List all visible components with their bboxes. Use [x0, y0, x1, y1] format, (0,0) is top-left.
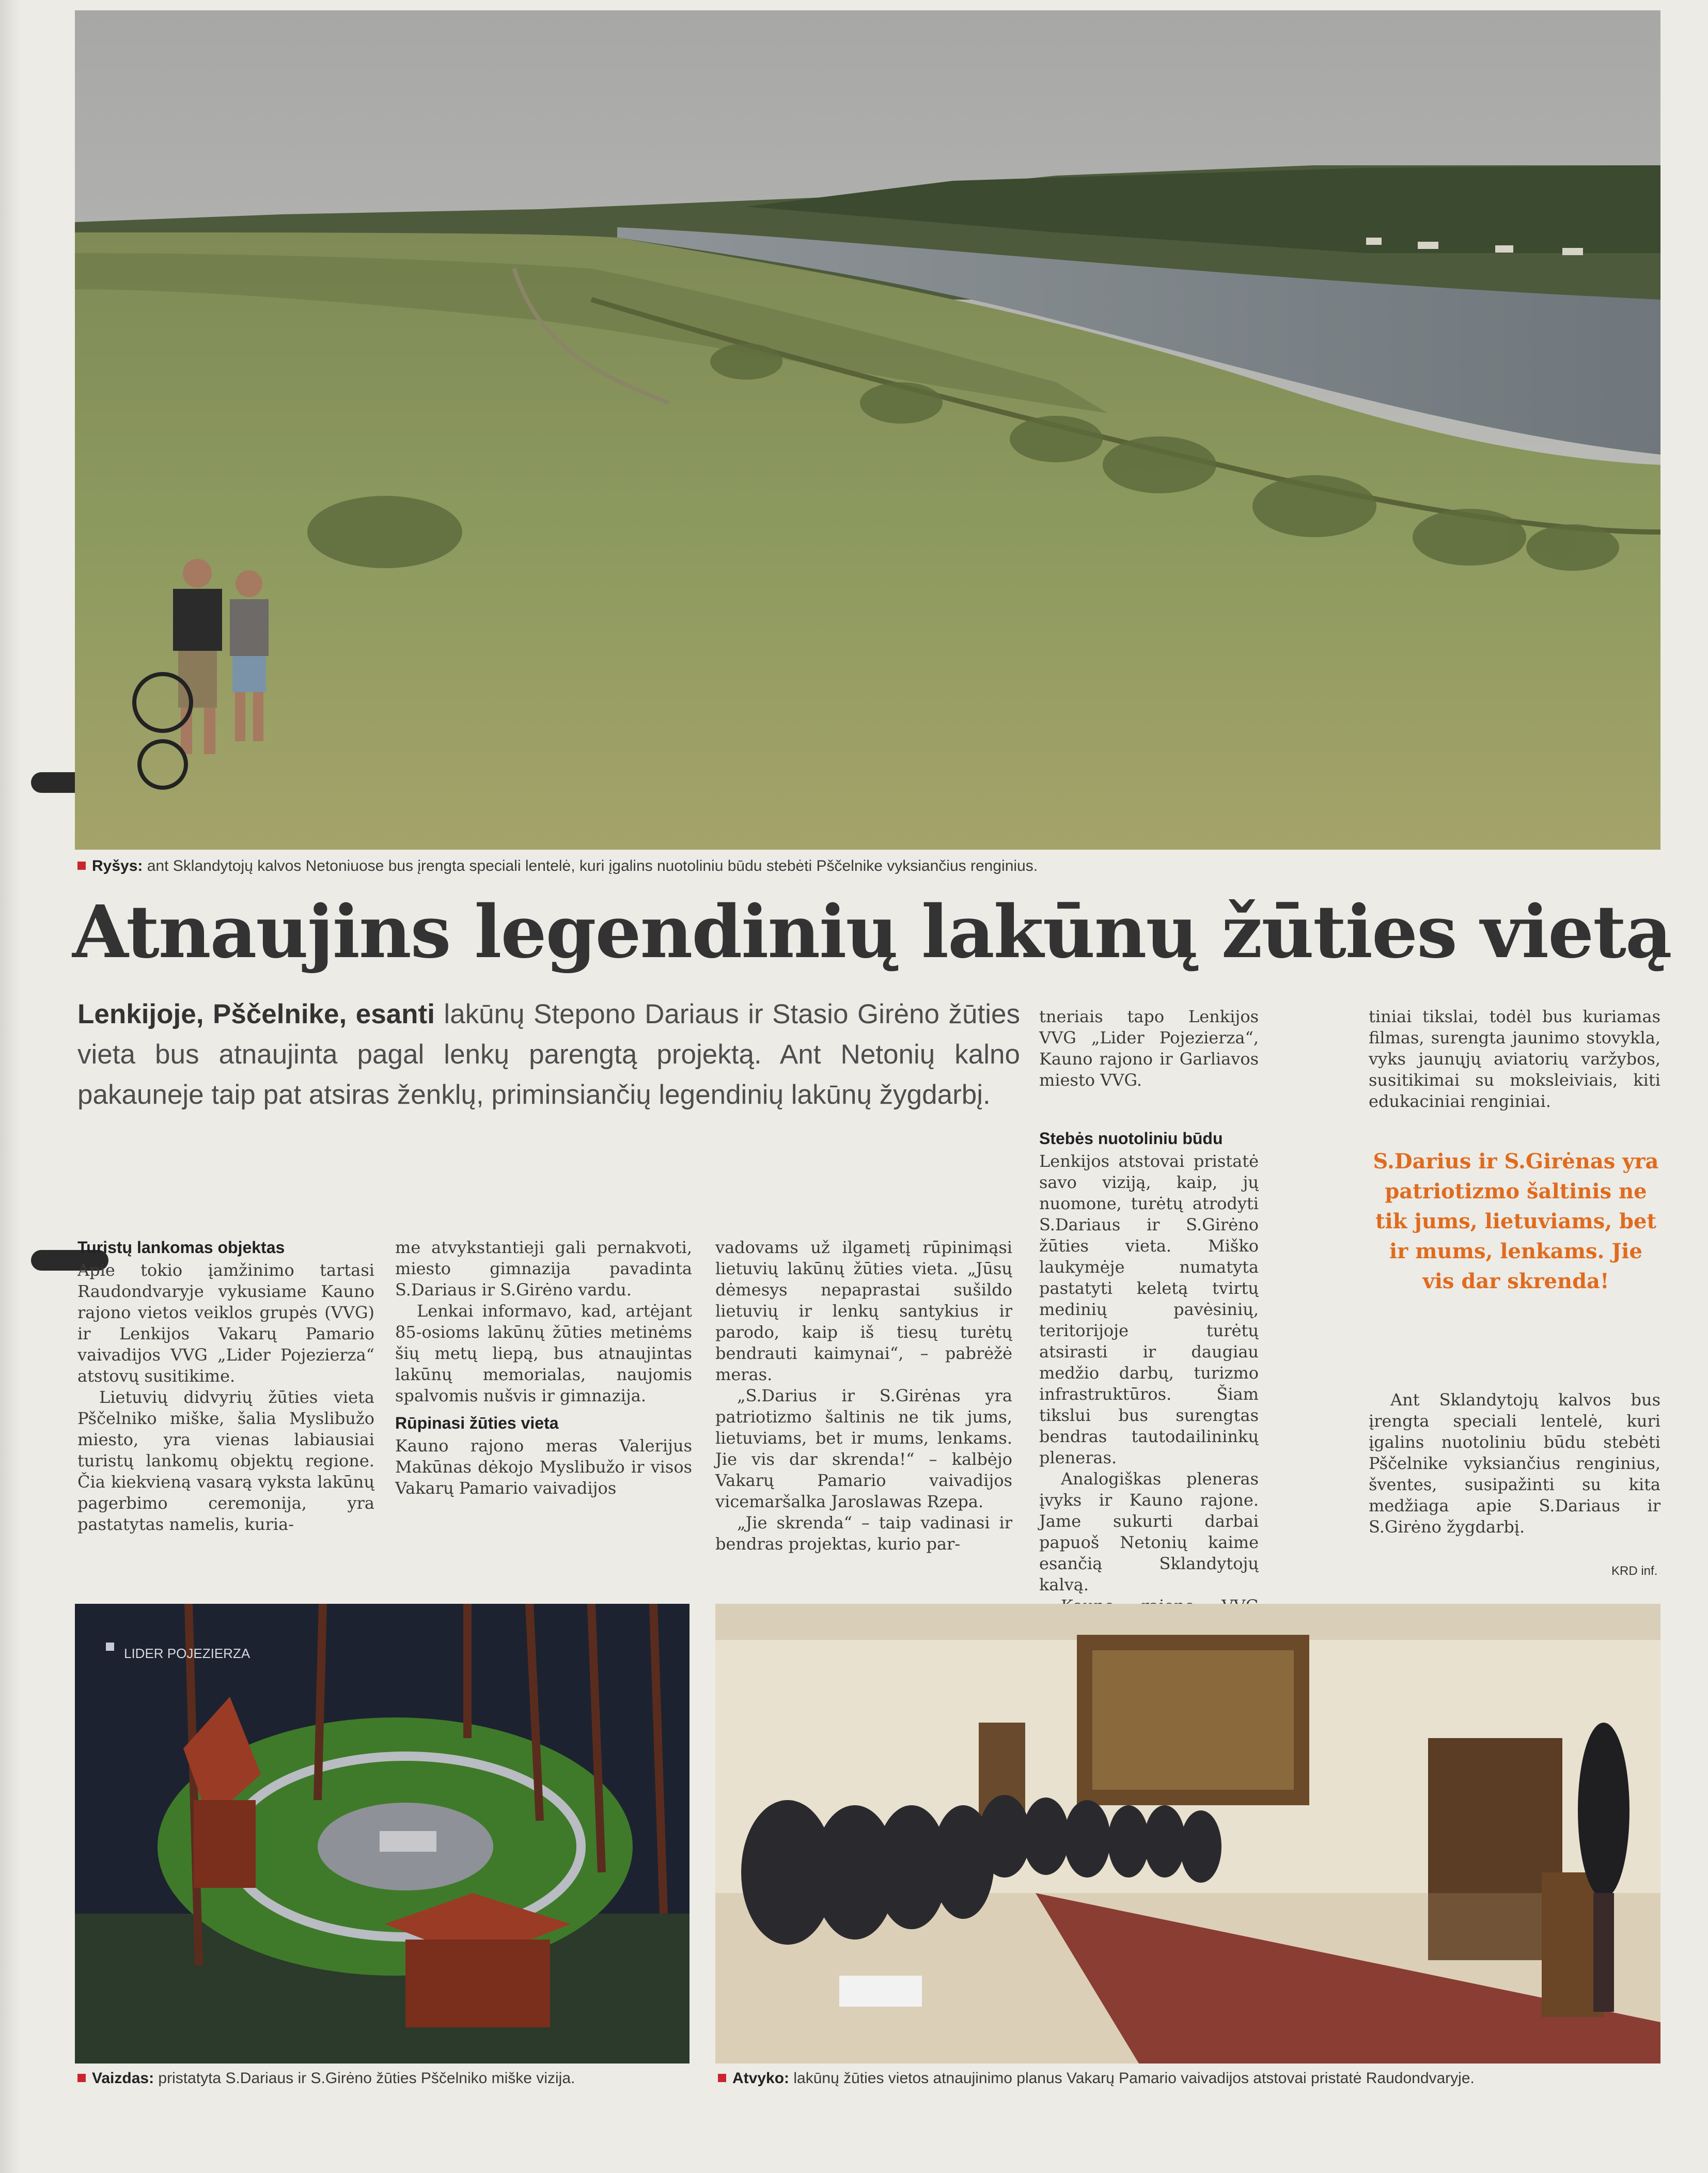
- col1-paragraph-2: Lietuvių didvyrių žūties vieta Pščelniko miške, šalia Myslibužo miesto, yra vienas labiausiai turistų lankomų objektų regione. Čia kiekvieną vasarą vyksta lakūnų pagerbimo ceremonija, yra pastatytas namelis, kuria-: [77, 1387, 374, 1534]
- caption-label: Vaizdas:: [92, 2070, 154, 2087]
- caption-text: pristatyta S.Dariaus ir S.Girėno žūties Pščelniko miške vizija.: [154, 2070, 575, 2087]
- headline: Atnaujins legendinių lakūnų žūties vietą: [72, 890, 1671, 975]
- caption-label: Ryšys:: [92, 857, 143, 874]
- column-1: [77, 1237, 374, 1535]
- caption-marker: [718, 2074, 726, 2082]
- colb-paragraph-1: vadovams už ilgametį rūpinimąsi lietuvių lakūnų žūties vieta. „Jūsų dėmesys nepaprastai sušildo lietuvių ir lenkų santykius ir parodo, kaip iš tiesų turėtų bendrauti kaimynai“, – pabrėžė meras.: [715, 1238, 1012, 1384]
- col2-paragraph-2: Lenkai informavo, kad, artėjant 85-osioms lakūnų žūties metinėms šių metų liepą, bus atnaujintas lakūnų memorialas, naujomis spalvomis nušvis ir gimnazija.: [395, 1301, 692, 1405]
- colb-paragraph-2: „S.Darius ir S.Girėnas yra patriotizmo šaltinis ne tik jums, lietuviams, bet ir mums, lenkams. Jie vis dar skrenda!“ – kalbėjo Vakarų Pamario vaivadijos vicemaršalka Jaroslawas Rzepa.: [715, 1386, 1012, 1511]
- col2-paragraph-3: Kauno rajono meras Valerijus Makūnas dėkojo Myslibužo ir visos Vakarų Pamario vaivadijos: [395, 1436, 692, 1498]
- column-b: [715, 1237, 1012, 1555]
- caption-marker: [77, 862, 86, 870]
- event-photo: [715, 1604, 1660, 2063]
- source-credit: KRD inf.: [1611, 1564, 1658, 1578]
- col1-subheading: Turistų lankomas objektas: [77, 1238, 285, 1257]
- col2-paragraph-1: me atvykstantieji gali pernakvoti, miesto gimnazija pavadinta S.Dariaus ir S.Girėno vardu.: [395, 1238, 692, 1300]
- col3-subheading: Stebės nuotoliniu būdu: [1039, 1129, 1223, 1148]
- pull-quote: S.Darius ir S.Girėnas yra patriotizmo šaltinis ne tik jums, lietuviams, bet ir mums, lenkams. Jie vis dar skrenda!: [1373, 1149, 1659, 1293]
- col3-paragraph-2: Analogiškas pleneras įvyks ir Kauno rajone. Jame sukurti darbai papuoš Netonių kaime esančią Sklandytojų kalvą.: [1039, 1469, 1259, 1594]
- top-photo-caption: [77, 856, 1627, 876]
- col1-paragraph-1: Apie tokio įamžinimo tartasi Raudondvaryje vykusiame Kauno rajono vietos veiklos grupės (VVG) ir Lenkijos Vakarų Pamario vaivadijos VVG „Lider Pojezierza“ atstovų susitikime.: [77, 1260, 374, 1386]
- caption-text: ant Sklandytojų kalvos Netoniuose bus įrengta speciali lentelė, kuri įgalins nuotoliniu būdu stebėti Pščelnike vyksiančius renginius.: [143, 857, 1038, 874]
- column-4-bottom: [1369, 1389, 1660, 1538]
- col2-subheading: Rūpinasi žūties vieta: [395, 1414, 559, 1432]
- event-photo-caption: [718, 2069, 1663, 2088]
- col4-paragraph: Ant Sklandytojų kalvos bus įrengta speciali lentelė, kuri įgalins nuotoliniu būdu stebėti Pščelnike vyksiančius renginius, šventes, susipažinti su kita medžiaga apie S.Dariaus ir S.Girėno žygdarbį.: [1369, 1390, 1660, 1537]
- col4-top-text: tiniai tikslai, todėl bus kuriamas filmas, surengta jaunimo stovykla, vyks jaunųjų aviatorių varžybos, susitikimai su moksleiviais, kiti edukaciniai renginiai.: [1369, 1007, 1660, 1111]
- sketch-image: [75, 1604, 690, 2063]
- landscape-photo: [75, 10, 1660, 850]
- lead-text: lakūnų Stepono Dariaus ir Stasio Girėno žūties vieta bus atnaujinta pagal lenkų parengtą projektą. Ant Netonių kalno pakauneje taip pat atsiras ženklų, priminsiančių legendinių lakūnų žygdarbį.: [77, 999, 1020, 1110]
- sketch-logo-text: LIDER POJEZIERZA: [124, 1646, 250, 1661]
- caption-label: Atvyko:: [732, 2070, 790, 2087]
- caption-marker: [77, 2074, 86, 2082]
- column-4-top: [1369, 1006, 1660, 1112]
- sketch-caption: [77, 2069, 692, 2088]
- caption-text: lakūnų žūties vietos atnaujinimo planus Vakarų Pamario vaivadijos atstovai pristatė Raudondvaryje.: [789, 2070, 1475, 2087]
- lead-bold: Lenkijoje, Pščelnike, esanti: [77, 999, 435, 1029]
- lead-paragraph: [77, 994, 1020, 1115]
- paper-edge: [0, 0, 21, 2173]
- col3-paragraph-1: Lenkijos atstovai pristatė savo viziją, kaip, jų nuomone, turėtų atrodyti S.Dariaus ir S.Girėno žūties vieta. Miško laukymėje numatyta pastatyti keletą tvirtų medinių pavėsinių, teritorijoje turėtų atsirasti ir daugiau medžio darbų, turizmo infrastruktūros. Šiam tikslui bus surengtas bendras tautodailininkų pleneras.: [1039, 1151, 1259, 1467]
- colb-paragraph-3: „Jie skrenda“ – taip vadinasi ir bendras projektas, kurio par-: [715, 1513, 1012, 1554]
- column-2: [395, 1237, 692, 1499]
- col3-top-text: tneriais tapo Lenkijos VVG „Lider Pojezierza“, Kauno rajono ir Garliavos miesto VVG.: [1039, 1007, 1259, 1090]
